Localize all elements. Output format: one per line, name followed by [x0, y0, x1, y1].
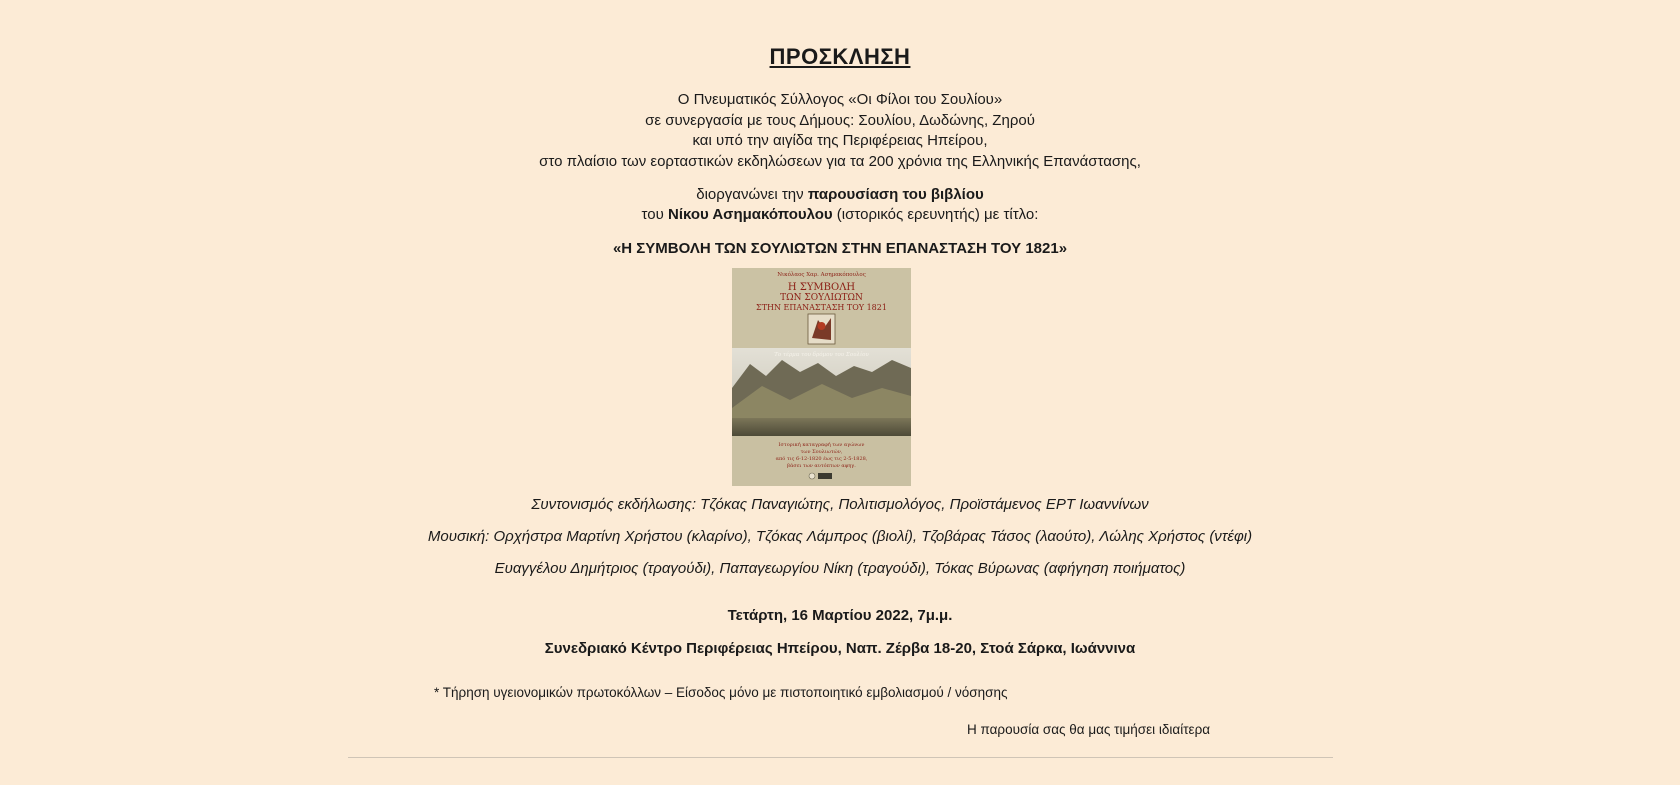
intro-paragraph	[0, 90, 1680, 172]
author-suffix: (ιστορικός ερευνητής) με τίτλο:	[832, 206, 1039, 223]
book-cover-image	[732, 268, 911, 486]
cover-blurb-line: από τις 6-12-1820 έως τις 2-5-1828,	[775, 456, 868, 462]
invitation-title: ΠΡΟΣΚΛΗΣΗ	[769, 44, 911, 69]
cover-author: Νικόλαος Χαρ. Ασημακόπουλος	[777, 272, 866, 278]
author-name: Νίκου Ασημακόπουλου	[667, 206, 833, 223]
book-title: «Η ΣΥΜΒΟΛΗ ΤΩΝ ΣΟΥΛΙΩΤΩΝ ΣΤΗΝ ΕΠΑΝΑΣΤΑΣΗ ΤΟΥ 1821»	[612, 240, 1068, 257]
author-prefix: του	[641, 206, 668, 223]
cover-title-line: Η ΣΥΜΒΟΛΗ	[787, 282, 856, 293]
cover-emblem	[808, 314, 835, 344]
cover-subtitle: Το τέρμα του δρόμου του Σουλίου	[774, 352, 869, 358]
organizes-bold: παρουσίαση του βιβλίου	[807, 186, 984, 203]
cover-blurb-line: βάσει των αυτόπτων αφηγ.	[787, 463, 856, 469]
credit-coordination: Συντονισμός εκδήλωσης: Τζόκας Παναγιώτης, Πολιτισμολόγος, Προϊστάμενος ΕΡΤ Ιωαννίνων	[531, 496, 1149, 513]
closing-line: Η παρουσία σας θα μας τιμήσει ιδιαίτερα	[967, 722, 1211, 737]
intro-line: σε συνεργασία με τους Δήμους: Σουλίου, Δωδώνης, Ζηρού	[645, 111, 1035, 129]
organizes-prefix: διοργανώνει την	[696, 186, 808, 203]
intro-line: Ο Πνευματικός Σύλλογος «Οι Φίλοι του Σουλίου»	[677, 91, 1003, 108]
health-note: * Τήρηση υγειονομικών πρωτοκόλλων – Είσοδος μόνο με πιστοποιητικό εμβολιασμού / νόσησης	[434, 685, 1008, 700]
event-venue: Συνεδριακό Κέντρο Περιφέρειας Ηπείρου, Ναπ. Ζέρβα 18-20, Στοά Σάρκα, Ιωάννινα	[544, 640, 1136, 657]
cover-valley	[732, 418, 911, 436]
cover-title-line: ΣΤΗΝ ΕΠΑΝΑΣΤΑΣΗ ΤΟΥ 1821	[756, 303, 887, 312]
cover-title-line: ΤΩΝ ΣΟΥΛΙΩΤΩΝ	[780, 293, 863, 303]
intro-line: στο πλαίσιο των εορταστικών εκδηλώσεων για τα 200 χρόνια της Ελληνικής Επανάστασης,	[539, 152, 1141, 170]
footer-divider	[348, 757, 1333, 758]
intro-line: και υπό την αιγίδα της Περιφέρειας Ηπείρου,	[692, 132, 988, 149]
credit-music: Μουσική: Ορχήστρα Μαρτίνη Χρήστου (κλαρίνο), Τζόκας Λάμπρος (βιολί), Τζοβάρας Τάσος (λαούτο), Λώλης Χρήστος (ντέφι)	[427, 528, 1253, 545]
event-date: Τετάρτη, 16 Μαρτίου 2022, 7μ.μ.	[727, 607, 953, 624]
publisher-logo-icon	[809, 473, 832, 479]
cover-blurb-line: Ιστορική καταγραφή των αγώνων	[778, 442, 865, 448]
cover-blurb-line: των Σουλιωτών,	[800, 449, 843, 455]
credit-vocals: Ευαγγέλου Δημήτριος (τραγούδι), Παπαγεωργίου Νίκη (τραγούδι), Τόκας Βύρωνας (αφήγηση ποιήματος)	[494, 560, 1186, 577]
author-line	[0, 206, 1680, 223]
organizes-line	[0, 186, 1680, 203]
